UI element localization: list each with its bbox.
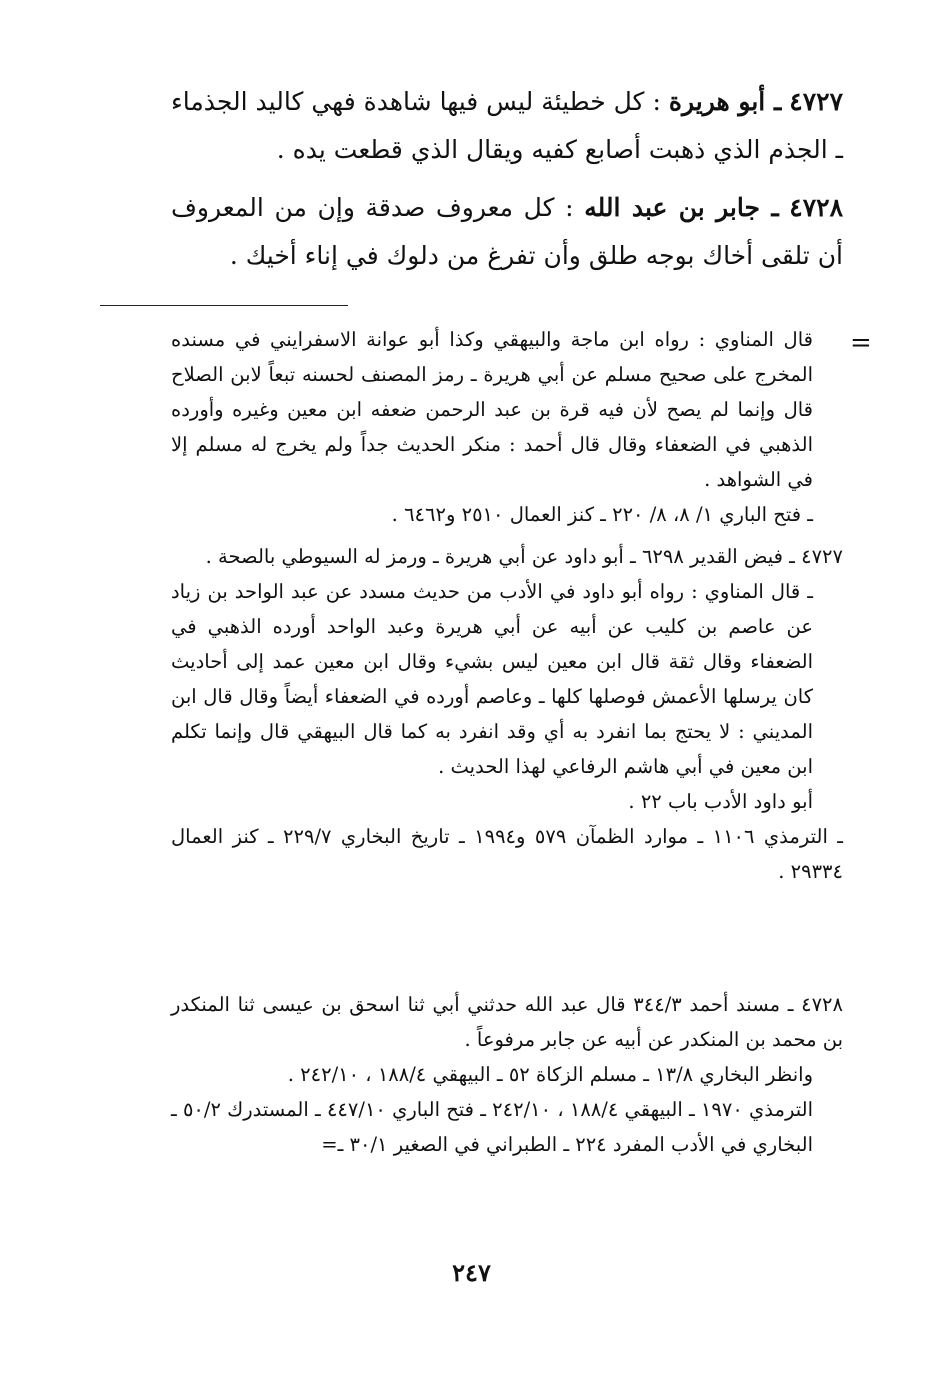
footnote-paragraph: ٤٧٢٧ ـ فيض القدير ٦٢٩٨ ـ أبو داود عن أبي هريرة ـ ورمز له السيوطي بالصحة .	[205, 545, 843, 568]
footnote-paragraph: ـ الترمذي ١١٠٦ ـ موارد الظمآن ٥٧٩ و١٩٩٤ ـ تاريخ البخاري ٢٢٩/٧ ـ كنز العمال ٢٩٣٣٤ .	[171, 825, 843, 883]
hadith-text: كل معروف صدقة وإن من المعروف أن تلقى أخاك بوجه طلق وأن تفرغ من دلوك في إناء أخيك .	[171, 193, 843, 270]
footnote-paragraph: الترمذي ١٩٧٠ ـ البيهقي ١٨٨/٤ ، ٢٤٢/١٠ ـ فتح الباري ٤٤٧/١٠ ـ المستدرك ٥٠/٢ ـ البخاري في الأدب المفرد ٢٢٤ ـ الطبراني في الصغير ٣٠/١ ـ=	[171, 1098, 813, 1156]
footnote-paragraph: وانظر البخاري ١٣/٨ ـ مسلم الزكاة ٥٢ ـ البيهقي ١٨٨/٤ ، ٢٤٢/١٠ .	[287, 1063, 813, 1086]
hadith-entry	[171, 184, 843, 280]
hadith-narrator: جابر بن عبد الله	[584, 193, 760, 222]
dash-separator: ـ	[765, 87, 782, 116]
hadith-number: ٤٧٢٨	[789, 193, 844, 222]
footnote-paragraph: ـ قال المناوي : رواه أبو داود في الأدب من حديث مسدد عن عبد الواحد بن زياد عن عاصم بن كليب عن أبيه عن أبي هريرة وعبد الواحد أورده الذهبي في الضعفاء وقال ثقة قال ابن معين ليس بشيء وقال ابن معين عمد إلى أحاديث كان يرسلها الأعمش فوصلها كلها ـ وعاصم أورده في الضعفاء أيضاً وقال قال ابن المديني : لا يحتج بما انفرد به أي وقد انفرد به كما قال البيهقي قال وإنما تكلم ابن معين في أبي هاشم الرفاعي لهذا الحديث .	[171, 580, 813, 778]
dash-separator: ـ	[759, 193, 779, 222]
footnote-divider	[100, 305, 348, 306]
footnote-block	[171, 322, 843, 532]
footnote-block	[171, 987, 843, 1162]
hadith-text: كل خطيئة ليس فيها شاهدة فهي كاليد الجذماء ـ الجذم الذي ذهبت أصابع كفيه ويقال الذي قطعت يده .	[171, 87, 843, 164]
continuation-mark: =	[850, 328, 872, 358]
hadith-number: ٤٧٢٧	[789, 87, 843, 116]
footnote-paragraph: قال المناوي : رواه ابن ماجة والبيهقي وكذا أبو عوانة الاسفرايني في مسنده المخرج على صحيح مسلم عن أبي هريرة ـ رمز المصنف لحسنه تبعاً لابن الصلاح قال وإنما لم يصح لأن فيه قرة بن عبد الرحمن ضعفه ابن معين وغيره وأورده الذهبي في الضعفاء وقال قال أحمد : منكر الحديث جداً ولم يخرج له مسلم إلا في الشواهد .	[171, 328, 813, 491]
footnote-paragraph: ٤٧٢٨ ـ مسند أحمد ٣٤٤/٣ قال عبد الله حدثني أبي ثنا اسحق بن عيسى ثنا المنكدر بن محمد بن المنكدر عن أبيه عن جابر مرفوعاً .	[171, 993, 843, 1051]
footnote-paragraph: ـ فتح الباري ١/ ٨، ٨/ ٢٢٠ ـ كنز العمال ٢٥١٠ و٦٤٦٢ .	[391, 503, 813, 526]
footnote-paragraph: أبو داود الأدب باب ٢٢ .	[628, 790, 813, 813]
hadith-entry	[171, 78, 843, 174]
hadith-narrator: أبو هريرة	[668, 87, 766, 116]
footnote-block	[171, 539, 843, 889]
page-number: ٢٤٧	[452, 1258, 491, 1287]
colon-separator: :	[644, 87, 669, 116]
colon-separator: :	[554, 193, 585, 222]
